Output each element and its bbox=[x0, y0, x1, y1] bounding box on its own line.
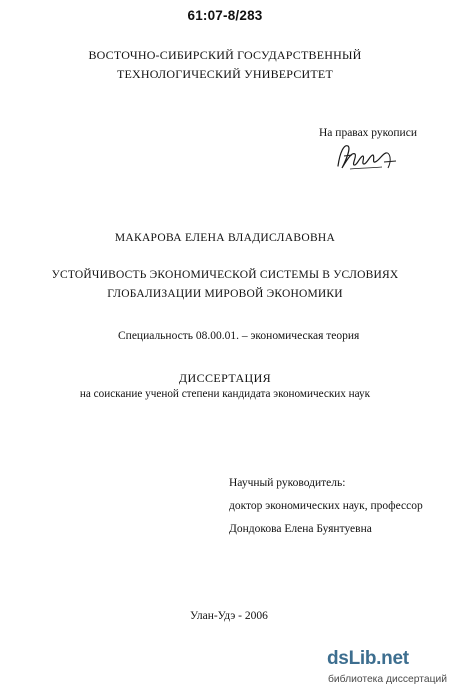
signature-icon bbox=[330, 138, 405, 178]
specialty: Специальность 08.00.01. – экономическая теория bbox=[118, 330, 360, 342]
document-code: 61:07-8/283 bbox=[187, 8, 263, 23]
watermark-logo: dsLib.net bbox=[327, 648, 409, 669]
degree-purpose: на соискание ученой степени кандидата экономических наук bbox=[79, 388, 371, 400]
thesis-title bbox=[0, 266, 450, 304]
author-name: МАКАРОВА ЕЛЕНА ВЛАДИСЛАВОВНА bbox=[114, 232, 336, 244]
watermark-subtitle: библиотека диссертаций bbox=[328, 674, 448, 685]
university-line-1: ВОСТОЧНО-СИБИРСКИЙ ГОСУДАРСТВЕННЫЙ bbox=[88, 48, 362, 62]
supervisor-name: Дондокова Елена Буянтуевна bbox=[229, 523, 372, 535]
place-year: Улан-Удэ - 2006 bbox=[190, 610, 268, 622]
thesis-title-line-1: УСТОЙЧИВОСТЬ ЭКОНОМИЧЕСКОЙ СИСТЕМЫ В УСЛОВИЯХ bbox=[51, 269, 399, 281]
supervisor-label: Научный руководитель: bbox=[229, 477, 346, 489]
supervisor-degree: доктор экономических наук, профессор bbox=[229, 500, 423, 512]
supervisor-block bbox=[229, 472, 423, 541]
thesis-title-line-2: ГЛОБАЛИЗАЦИИ МИРОВОЙ ЭКОНОМИКИ bbox=[107, 288, 343, 300]
university-line-2: ТЕХНОЛОГИЧЕСКИЙ УНИВЕРСИТЕТ bbox=[117, 67, 333, 81]
document-type: ДИССЕРТАЦИЯ bbox=[178, 371, 272, 385]
manuscript-rights-label: На правах рукописи bbox=[319, 127, 417, 139]
university-name bbox=[0, 46, 450, 84]
